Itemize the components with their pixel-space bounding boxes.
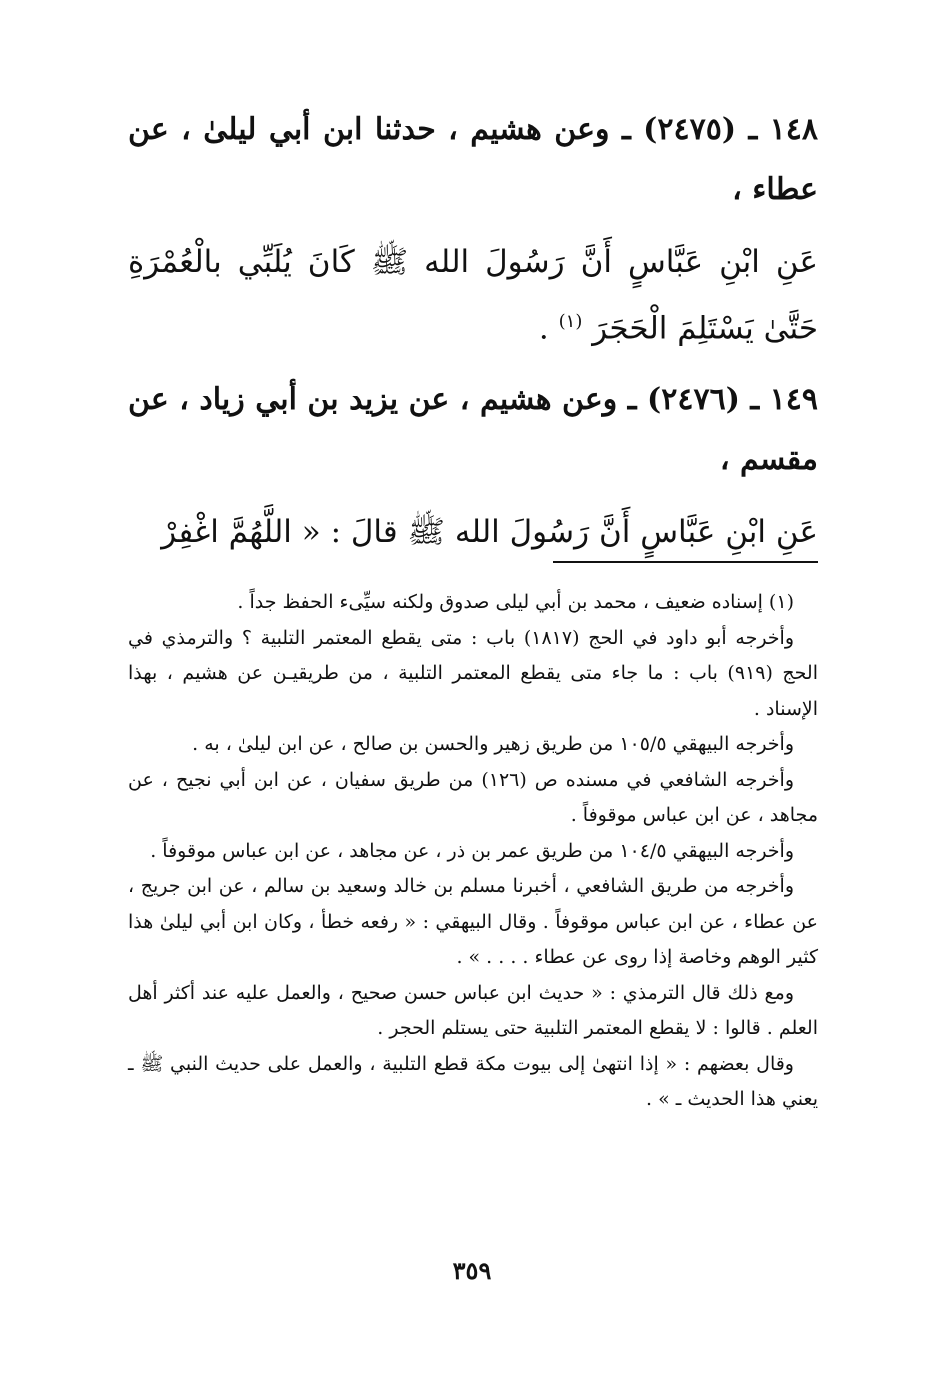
hadith-text-149-body: عَنِ ابْنِ عَبَّاسٍ أَنَّ رَسُولَ الله ﷺ قالَ : « اللَّهُمَّ اغْفِرْ [161,514,818,551]
hadith-chain-149 [128,370,818,490]
footnote-paragraph: وأخرجه أبو داود في الحج (١٨١٧) باب : متى يقطع المعتمر التلبية ؟ والترمذي في الحج (٩١٩) باب : ما جاء متى يقطع المعتمر التلبية ، من طريقيـن عن هشيم ، بهذا الإسناد . [128,626,818,720]
hadith-text-148-ending: . [538,310,559,347]
footnote-reference[interactable]: (١) [558,311,583,332]
footnote-divider [553,561,818,563]
hadith-chain-148 [128,100,818,220]
hadith-chain-148-text: ١٤٨ ـ (٢٤٧٥) ـ وعن هشيم ، حدثنا ابن أبي ليلىٰ ، عن عطاء ، [128,112,819,207]
footnote-paragraph: وأخرجه من طريق الشافعي ، أخبرنا مسلم بن خالد وسعيد بن سالم ، عن ابن جريج ، عن عطاء ، عن ابن عباس موقوفاً . وقال البيهقي : « رفعه خطأ ، وكان ابن أبي ليلىٰ هذا كثير الوهم وخاصة إذا روى عن عطاء . . . . » . [128,875,818,968]
footnote-paragraph: ومع ذلك قال الترمذي : « حديث ابن عباس حسن صحيح ، والعمل عليه عند أكثر أهل العلم . قالوا : لا يقطع المعتمر التلبية حتى يستلم الحجر . [128,981,818,1039]
footnote-paragraph: وقال بعضهم : « إذا انتهىٰ إلى بيوت مكة قطع التلبية ، والعمل على حديث النبي ﷺ ـ يعني هذا الحديث ـ » . [128,1052,818,1110]
hadith-text-148-body: عَنِ ابْنِ عَبَّاسٍ أَنَّ رَسُولَ الله ﷺ كَانَ يُلَبِّي بالْعُمْرَةِ حَتَّىٰ يَسْتَلِمَ الْحَجَرَ [128,244,818,347]
hadith-text-148 [128,232,818,358]
main-text [128,100,818,574]
hadith-text-149 [128,502,818,562]
footnote-paragraph: وأخرجه الشافعي في مسنده ص (١٢٦) من طريق سفيان ، عن ابن أبي نجيح ، عن مجاهد ، عن ابن عباس موقوفاً . [128,768,818,826]
footnotes-section [128,585,818,1118]
page-number: ٣٥٩ [452,1256,492,1285]
footnote-paragraph: وأخرجه البيهقي ١٠٤/٥ من طريق عمر بن ذر ، عن مجاهد ، عن ابن عباس موقوفاً . [150,839,794,862]
footnote-paragraph: وأخرجه البيهقي ١٠٥/٥ من طريق زهير والحسن بن صالح ، عن ابن ليلىٰ ، به . [192,733,794,755]
footnote-1: (١) إسناده ضعيف ، محمد بن أبي ليلى صدوق ولكنه سيِّىء الحفظ جداً . [237,591,794,613]
hadith-chain-149-text: ١٤٩ ـ (٢٤٧٦) ـ وعن هشيم ، عن يزيد بن أبي زياد ، عن مقسم ، [128,382,819,478]
